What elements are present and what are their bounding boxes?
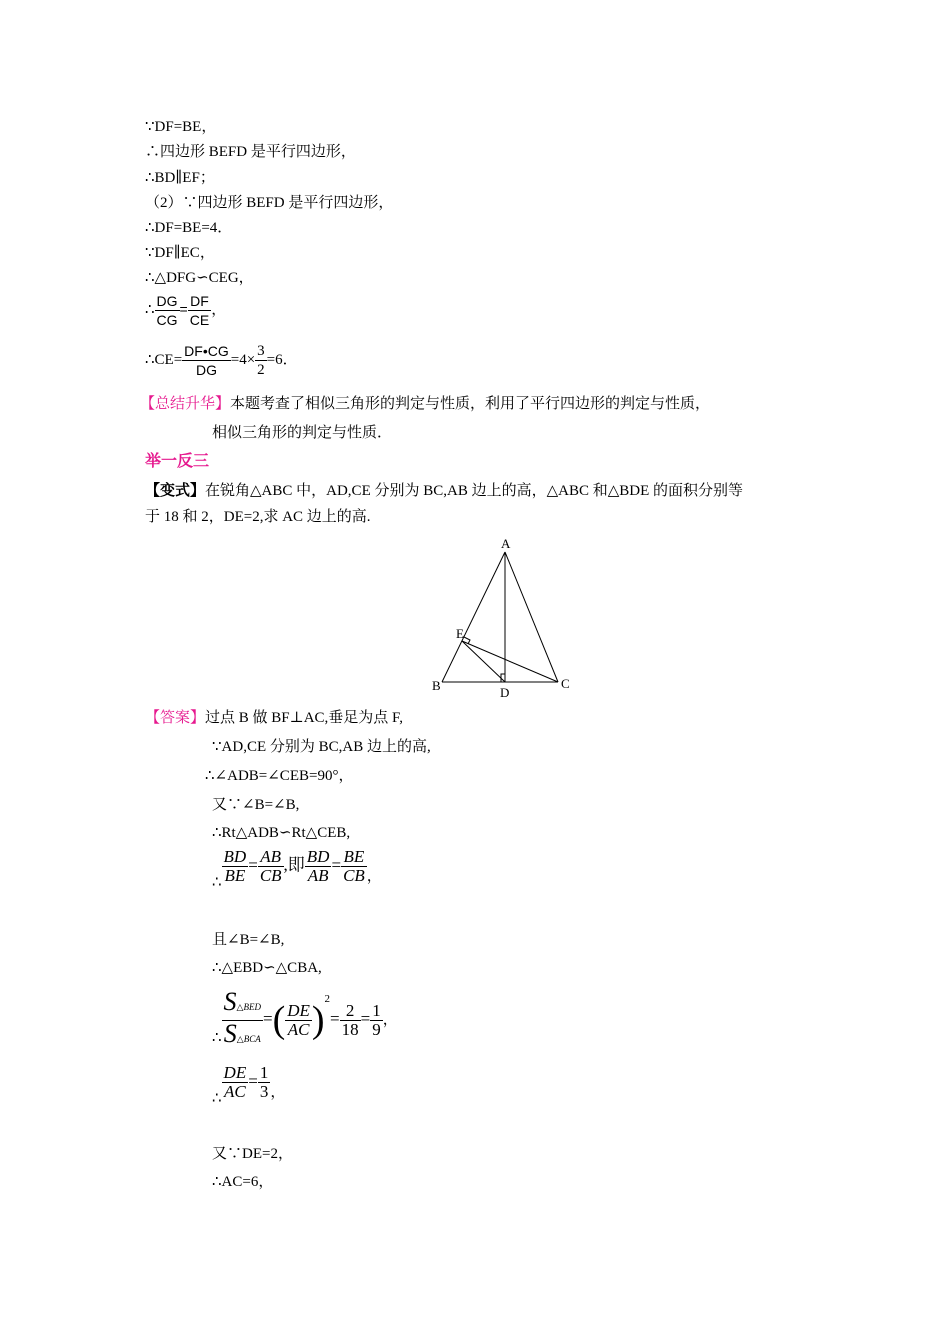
ratio-equation-2 [212,848,382,893]
denominator: CB [343,866,365,885]
fraction-3-2 [255,342,267,379]
denominator: AC [287,1019,310,1039]
numerator: DE [287,1000,310,1020]
proof-line-2: ∴四边形 BEFD 是平行四边形， [145,144,356,160]
equals: = [360,1009,371,1028]
answer-line-6: 且∠B=∠B, [212,932,285,948]
fraction-bd-ab [305,848,332,885]
label-b: B [432,678,441,693]
area-sub-bed: △BED [236,1001,261,1012]
result: =6． [266,351,298,368]
denominator: AC [224,1082,246,1101]
ratio-equation [145,292,226,329]
numerator: DF [188,292,211,311]
comma: ， [382,1012,398,1028]
ji-word: ,即 [283,855,305,875]
label-e: E [456,626,464,641]
fraction-dg-cg [155,292,180,329]
answer-line-7: ∴△EBD∽△CBA, [212,960,322,976]
fraction-de-ac [285,1002,312,1039]
ratio-result-equation [212,1064,285,1109]
label-c: C [561,676,570,691]
numerator: DE [223,1063,247,1082]
summary-tag: 【总结升华】 [140,396,231,412]
ce-equation [145,342,298,379]
numerator: BD [306,847,330,866]
exponent: 2 [324,993,331,1005]
fraction-ab-cb [258,848,284,885]
area-sub-bca: △BCA [236,1033,261,1044]
therefore-symbol: ∴ [145,302,155,319]
variant-tag: 【变式】 [145,483,206,499]
fraction-1-3 [258,1064,271,1101]
area-s: S [223,1018,237,1048]
denominator: CE [189,312,210,328]
ce-prefix: ∴CE= [145,351,183,368]
numerator: BD [223,847,247,866]
denominator [222,1018,263,1052]
summary-text-1: 本题考查了相似三角形的判定与性质，利用了平行四边形的判定与性质， [230,396,711,412]
numerator: DG [156,293,178,309]
answer-line-8: 又∵DE=2， [212,1146,293,1162]
numerator: BE [341,848,367,867]
equals: = [331,855,342,875]
triangle-figure [430,530,580,700]
area-ratio-equation [212,988,398,1052]
comma: ， [211,302,227,319]
proof-line-4: （2）∵四边形 BEFD 是平行四边形， [145,195,394,211]
answer-line-4: 又∵∠B=∠B, [212,797,300,813]
answer-tag: 【答案】 [145,710,206,726]
proof-line-1: ∵DF=BE， [145,119,217,135]
numerator: 3 [257,343,265,359]
answer-text-1: 过点 B 做 BF⊥AC,垂足为点 F, [205,710,403,726]
segment-de [462,641,505,682]
summary-line-1 [140,394,710,414]
proof-line-6: ∵DF∥EC， [145,245,215,261]
denominator: AB [307,866,329,885]
answer-line-1 [145,708,403,728]
section-title: 举一反三 [145,453,210,470]
label-d: D [500,685,510,700]
equals: = [248,855,258,875]
proof-line-3: ∴BD∥EF； [145,170,215,186]
fraction-area [222,986,263,1052]
side-ab [442,552,505,682]
numerator: DF•CG [184,343,229,359]
equals: = [330,1009,340,1028]
equals: = [248,1071,258,1091]
answer-line-5: ∴Rt△ADB∽Rt△CEB, [212,825,351,841]
therefore-symbol: ∴ [212,1090,222,1107]
label-a: A [501,536,511,551]
answer-line-9: ∴AC=6， [212,1174,274,1190]
denominator: 9 [372,1019,381,1039]
proof-line-7: ∴△DFG∽CEG， [145,270,254,286]
fraction-bd-be [222,848,249,885]
variant-text-1: 在锐角△ABC 中，AD,CE 分别为 BC,AB 边上的高，△ABC 和△BDE 的面积分别等 [205,483,743,499]
area-s: S [223,986,237,1016]
numerator: 1 [372,1000,381,1020]
fraction-2-18 [340,1002,361,1039]
numerator: AB [258,848,284,867]
fraction-de-ac [222,1064,249,1101]
comma: ， [366,868,382,885]
left-paren: ( [272,999,286,1042]
answer-line-2: ∵AD,CE 分别为 BC,AB 边上的高, [212,739,431,755]
fraction-be-cb [341,848,367,885]
equals: = [262,1009,273,1028]
summary-text-2: 相似三角形的判定与性质． [212,425,393,441]
right-paren: ) [311,999,325,1042]
fraction-df-ce [188,292,211,329]
answer-line-3: ∴∠ADB=∠CEB=90°， [205,768,354,784]
denominator: CG [156,312,178,328]
numerator: 2 [340,1002,361,1021]
denominator: BE [224,866,246,885]
denominator: CB [259,866,282,885]
numerator: 1 [259,1063,269,1082]
fraction-dfcg-dg [182,342,231,379]
comma: ， [270,1084,286,1101]
fraction-1-9 [370,1002,383,1039]
denominator: DG [195,362,217,378]
proof-line-5: ∴DF=BE=4． [145,220,233,236]
numerator [222,986,263,1021]
variant-line-1 [145,481,743,501]
therefore-symbol: ∴ [212,1030,222,1046]
therefore-symbol: ∴ [212,874,222,891]
equals: = [179,301,188,318]
denominator: 3 [259,1082,269,1101]
denominator: 2 [257,362,265,378]
denominator: 18 [341,1019,359,1039]
variant-text-2: 于 18 和 2，DE=2,求 AC 边上的高. [145,509,371,525]
times-four: =4× [230,351,256,368]
